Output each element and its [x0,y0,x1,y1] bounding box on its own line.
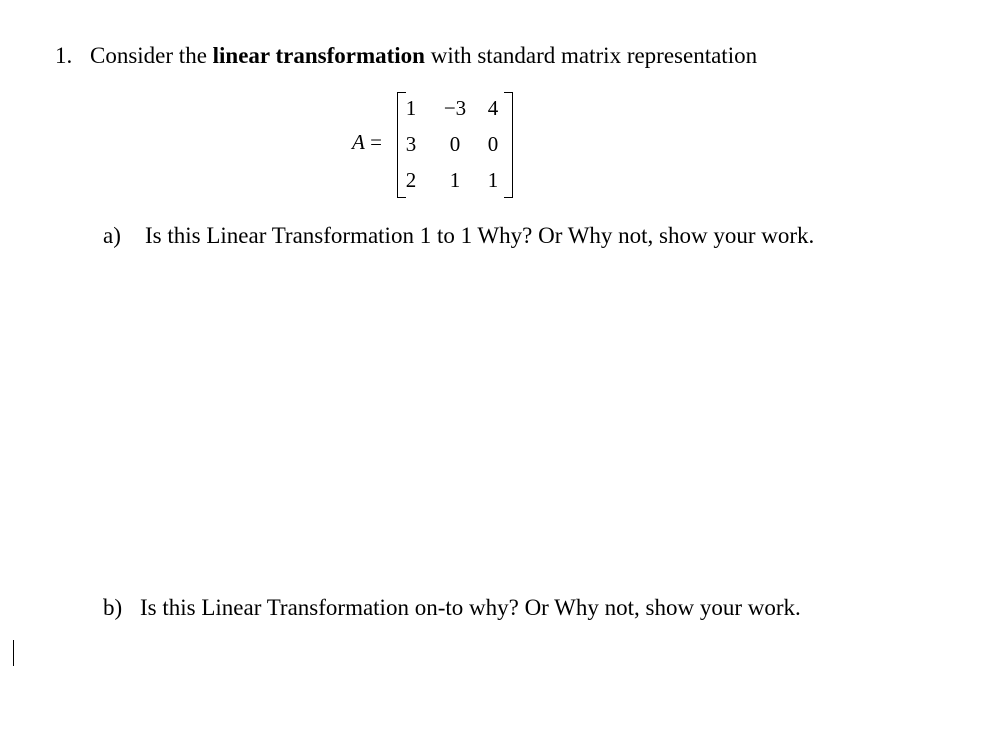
matrix-row [402,162,512,198]
matrix-cell: 1 [487,168,499,192]
matrix-grid [402,90,512,198]
matrix-cell: 0 [449,132,461,156]
matrix-cell: 4 [487,96,499,120]
intro-bold-term: linear transformation [212,43,425,68]
intro-prefix: Consider the [90,43,213,68]
matrix-cell: 3 [405,132,417,156]
matrix-row [402,126,512,162]
matrix-row [402,90,512,126]
matrix-label [352,130,402,155]
matrix-equals: = [370,130,382,154]
matrix-cell: 1 [449,168,461,192]
part-b-label: b) [103,595,123,620]
matrix-variable: A [352,130,365,154]
matrix-cell: −3 [443,96,467,120]
matrix-cell: 1 [405,96,417,120]
matrix-cell: 2 [405,168,417,192]
intro-suffix: with standard matrix representation [424,43,758,68]
part-a-question: Is this Linear Transformation 1 to 1 Why? Or Why not, show your work. [145,223,815,248]
question-intro [90,42,757,70]
matrix-cell: 0 [487,132,499,156]
part-a-label: a) [103,223,121,248]
text-cursor[interactable] [13,640,14,666]
question-number: 1. [55,43,73,68]
matrix-right-bracket [504,92,513,198]
part-b-question: Is this Linear Transformation on-to why? Or Why not, show your work. [140,595,801,620]
